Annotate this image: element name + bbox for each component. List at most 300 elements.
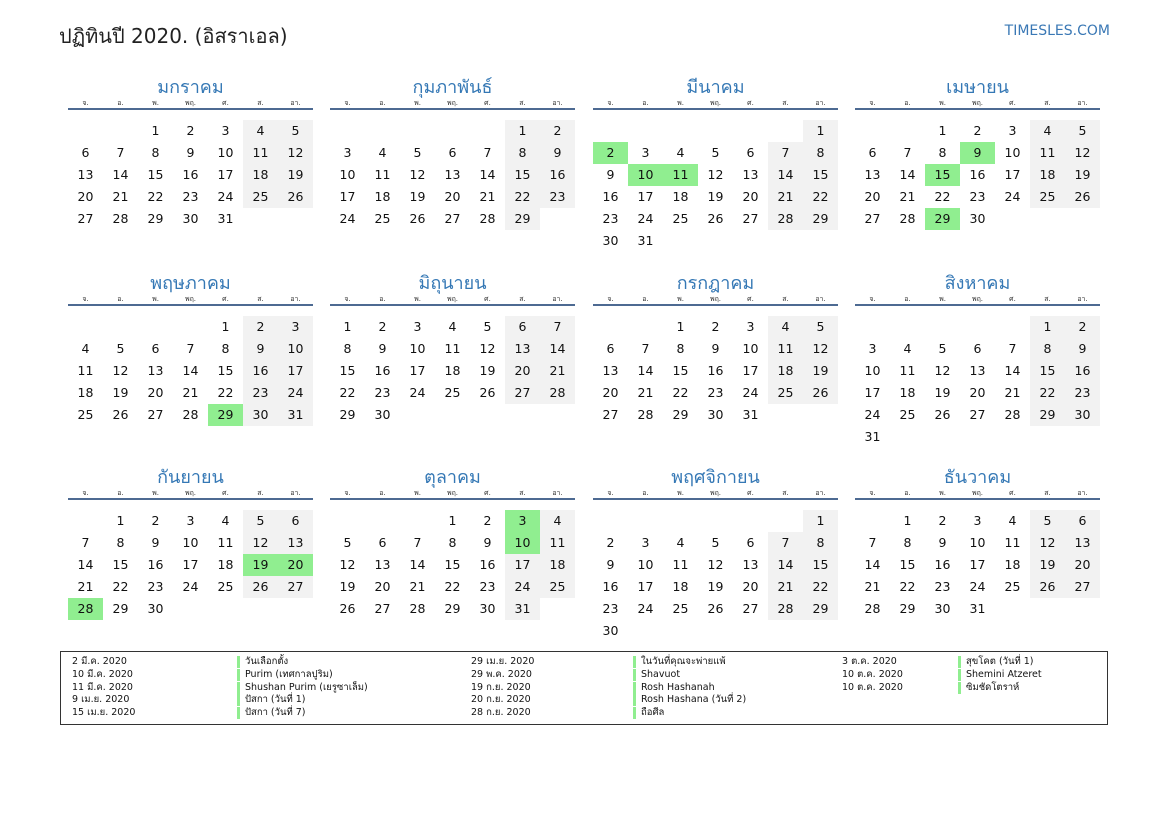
weekend-day-cell[interactable]: 14 [540, 338, 575, 360]
day-cell[interactable]: 22 [444, 579, 461, 594]
day-cell[interactable]: 13 [444, 167, 461, 182]
weekend-day-cell[interactable]: 28 [540, 382, 575, 404]
weekend-day-cell[interactable]: 29 [505, 208, 540, 230]
day-cell[interactable]: 27 [742, 601, 759, 616]
day-cell[interactable]: 12 [707, 557, 724, 572]
day-cell[interactable]: 12 [707, 167, 724, 182]
day-cell[interactable]: 14 [637, 363, 654, 378]
weekend-day-cell[interactable]: 28 [768, 598, 803, 620]
day-cell[interactable]: 3 [868, 341, 877, 356]
day-cell[interactable]: 27 [864, 211, 881, 226]
day-cell[interactable]: 2 [483, 513, 492, 528]
day-cell[interactable]: 19 [479, 363, 496, 378]
weekend-day-cell[interactable]: 18 [243, 164, 278, 186]
weekend-day-cell[interactable]: 20 [1065, 554, 1100, 576]
weekend-day-cell[interactable]: 25 [1030, 186, 1065, 208]
day-cell[interactable]: 7 [81, 535, 90, 550]
day-cell[interactable]: 25 [444, 385, 461, 400]
day-cell[interactable]: 25 [899, 407, 916, 422]
weekend-day-cell[interactable]: 1 [803, 510, 838, 532]
weekend-day-cell[interactable]: 6 [505, 316, 540, 338]
day-cell[interactable]: 28 [899, 211, 916, 226]
weekend-day-cell[interactable]: 11 [768, 338, 803, 360]
day-cell[interactable]: 16 [374, 363, 391, 378]
weekend-day-cell[interactable]: 4 [1030, 120, 1065, 142]
day-cell[interactable]: 2 [938, 513, 947, 528]
weekend-day-cell[interactable]: 29 [803, 208, 838, 230]
weekend-day-cell[interactable]: 23 [540, 186, 575, 208]
day-cell[interactable]: 25 [1004, 579, 1021, 594]
weekend-day-cell[interactable]: 18 [768, 360, 803, 382]
day-cell[interactable]: 26 [112, 407, 129, 422]
weekend-day-cell[interactable]: 18 [1030, 164, 1065, 186]
weekend-day-cell[interactable]: 1 [1030, 316, 1065, 338]
weekend-day-cell[interactable]: 28 [768, 208, 803, 230]
day-cell[interactable]: 24 [182, 579, 199, 594]
day-cell[interactable]: 3 [413, 319, 422, 334]
day-cell[interactable]: 23 [602, 211, 619, 226]
weekend-day-cell[interactable]: 5 [803, 316, 838, 338]
weekend-day-cell[interactable]: 11 [1030, 142, 1065, 164]
day-cell[interactable]: 8 [676, 341, 685, 356]
day-cell[interactable]: 17 [409, 363, 426, 378]
day-cell[interactable]: 11 [217, 535, 234, 550]
day-cell[interactable]: 14 [864, 557, 881, 572]
day-cell[interactable]: 28 [112, 211, 129, 226]
day-cell[interactable]: 18 [672, 579, 689, 594]
day-cell[interactable]: 17 [339, 189, 356, 204]
day-cell[interactable]: 19 [339, 579, 356, 594]
weekend-day-cell[interactable]: 22 [803, 576, 838, 598]
day-cell[interactable]: 25 [672, 601, 689, 616]
weekend-day-cell[interactable]: 12 [278, 142, 313, 164]
day-cell[interactable]: 15 [339, 363, 356, 378]
weekend-day-cell[interactable]: 25 [540, 576, 575, 598]
day-cell[interactable]: 18 [444, 363, 461, 378]
weekend-day-cell[interactable]: 2 [540, 120, 575, 142]
day-cell[interactable]: 1 [448, 513, 457, 528]
weekend-day-cell[interactable]: 9 [540, 142, 575, 164]
weekend-day-cell[interactable]: 19 [278, 164, 313, 186]
day-cell[interactable]: 26 [707, 601, 724, 616]
weekend-day-cell[interactable]: 17 [278, 360, 313, 382]
day-cell[interactable]: 9 [606, 167, 615, 182]
day-cell[interactable]: 11 [77, 363, 94, 378]
weekend-day-cell[interactable]: 25 [243, 186, 278, 208]
day-cell[interactable]: 6 [448, 145, 457, 160]
day-cell[interactable]: 2 [606, 535, 615, 550]
day-cell[interactable]: 6 [606, 341, 615, 356]
day-cell[interactable]: 22 [217, 385, 234, 400]
weekend-day-cell[interactable]: 13 [278, 532, 313, 554]
day-cell[interactable]: 9 [186, 145, 195, 160]
weekend-day-cell[interactable]: 12 [803, 338, 838, 360]
day-cell[interactable]: 15 [899, 557, 916, 572]
day-cell[interactable]: 9 [483, 535, 492, 550]
weekend-day-cell[interactable]: 14 [768, 554, 803, 576]
holiday-day-cell[interactable]: 3 [505, 510, 540, 532]
day-cell[interactable]: 27 [444, 211, 461, 226]
weekend-day-cell[interactable]: 10 [278, 338, 313, 360]
day-cell[interactable]: 23 [147, 579, 164, 594]
day-cell[interactable]: 18 [374, 189, 391, 204]
day-cell[interactable]: 12 [934, 363, 951, 378]
day-cell[interactable]: 13 [147, 363, 164, 378]
day-cell[interactable]: 5 [711, 535, 720, 550]
weekend-day-cell[interactable]: 5 [1030, 510, 1065, 532]
weekend-day-cell[interactable]: 8 [505, 142, 540, 164]
day-cell[interactable]: 27 [147, 407, 164, 422]
weekend-day-cell[interactable]: 9 [243, 338, 278, 360]
day-cell[interactable]: 30 [707, 407, 724, 422]
weekend-day-cell[interactable]: 7 [540, 316, 575, 338]
day-cell[interactable]: 2 [151, 513, 160, 528]
day-cell[interactable]: 3 [973, 513, 982, 528]
day-cell[interactable]: 8 [151, 145, 160, 160]
day-cell[interactable]: 14 [409, 557, 426, 572]
day-cell[interactable]: 8 [221, 341, 230, 356]
day-cell[interactable]: 24 [969, 579, 986, 594]
weekend-day-cell[interactable]: 6 [278, 510, 313, 532]
day-cell[interactable]: 2 [711, 319, 720, 334]
weekend-day-cell[interactable]: 4 [540, 510, 575, 532]
day-cell[interactable]: 7 [868, 535, 877, 550]
day-cell[interactable]: 31 [864, 429, 881, 444]
weekend-day-cell[interactable]: 27 [505, 382, 540, 404]
day-cell[interactable]: 23 [374, 385, 391, 400]
weekend-day-cell[interactable]: 2 [1065, 316, 1100, 338]
day-cell[interactable]: 28 [479, 211, 496, 226]
weekend-day-cell[interactable]: 4 [243, 120, 278, 142]
day-cell[interactable]: 12 [112, 363, 129, 378]
day-cell[interactable]: 13 [77, 167, 94, 182]
weekend-day-cell[interactable]: 23 [1065, 382, 1100, 404]
day-cell[interactable]: 21 [637, 385, 654, 400]
weekend-day-cell[interactable]: 22 [1030, 382, 1065, 404]
day-cell[interactable]: 8 [448, 535, 457, 550]
day-cell[interactable]: 25 [374, 211, 391, 226]
day-cell[interactable]: 11 [672, 557, 689, 572]
weekend-day-cell[interactable]: 29 [1030, 404, 1065, 426]
weekend-day-cell[interactable]: 23 [243, 382, 278, 404]
day-cell[interactable]: 27 [374, 601, 391, 616]
day-cell[interactable]: 17 [217, 167, 234, 182]
day-cell[interactable]: 5 [413, 145, 422, 160]
weekend-day-cell[interactable]: 21 [540, 360, 575, 382]
day-cell[interactable]: 17 [969, 557, 986, 572]
day-cell[interactable]: 21 [899, 189, 916, 204]
day-cell[interactable]: 30 [479, 601, 496, 616]
weekend-day-cell[interactable]: 24 [278, 382, 313, 404]
weekend-day-cell[interactable]: 31 [505, 598, 540, 620]
day-cell[interactable]: 18 [217, 557, 234, 572]
weekend-day-cell[interactable]: 29 [803, 598, 838, 620]
day-cell[interactable]: 3 [641, 535, 650, 550]
day-cell[interactable]: 19 [934, 385, 951, 400]
holiday-day-cell[interactable]: 10 [628, 164, 663, 186]
day-cell[interactable]: 23 [969, 189, 986, 204]
day-cell[interactable]: 22 [672, 385, 689, 400]
day-cell[interactable]: 22 [339, 385, 356, 400]
day-cell[interactable]: 24 [409, 385, 426, 400]
day-cell[interactable]: 1 [151, 123, 160, 138]
day-cell[interactable]: 11 [1004, 535, 1021, 550]
day-cell[interactable]: 22 [147, 189, 164, 204]
day-cell[interactable]: 13 [374, 557, 391, 572]
day-cell[interactable]: 6 [973, 341, 982, 356]
day-cell[interactable]: 1 [116, 513, 125, 528]
day-cell[interactable]: 24 [637, 601, 654, 616]
weekend-day-cell[interactable]: 13 [1065, 532, 1100, 554]
weekend-day-cell[interactable]: 12 [1065, 142, 1100, 164]
day-cell[interactable]: 30 [969, 211, 986, 226]
day-cell[interactable]: 11 [374, 167, 391, 182]
day-cell[interactable]: 15 [112, 557, 129, 572]
day-cell[interactable]: 4 [1008, 513, 1017, 528]
day-cell[interactable]: 22 [934, 189, 951, 204]
day-cell[interactable]: 21 [77, 579, 94, 594]
weekend-day-cell[interactable]: 17 [505, 554, 540, 576]
day-cell[interactable]: 20 [147, 385, 164, 400]
day-cell[interactable]: 24 [217, 189, 234, 204]
day-cell[interactable]: 4 [378, 145, 387, 160]
day-cell[interactable]: 6 [378, 535, 387, 550]
weekend-day-cell[interactable]: 27 [278, 576, 313, 598]
day-cell[interactable]: 7 [1008, 341, 1017, 356]
day-cell[interactable]: 13 [864, 167, 881, 182]
weekend-day-cell[interactable]: 11 [243, 142, 278, 164]
weekend-day-cell[interactable]: 19 [1065, 164, 1100, 186]
day-cell[interactable]: 31 [217, 211, 234, 226]
day-cell[interactable]: 16 [707, 363, 724, 378]
day-cell[interactable]: 16 [602, 189, 619, 204]
weekend-day-cell[interactable]: 15 [1030, 360, 1065, 382]
day-cell[interactable]: 5 [116, 341, 125, 356]
day-cell[interactable]: 21 [409, 579, 426, 594]
weekend-day-cell[interactable]: 26 [803, 382, 838, 404]
day-cell[interactable]: 8 [343, 341, 352, 356]
day-cell[interactable]: 20 [742, 189, 759, 204]
day-cell[interactable]: 3 [186, 513, 195, 528]
weekend-day-cell[interactable]: 14 [768, 164, 803, 186]
weekend-day-cell[interactable]: 21 [768, 186, 803, 208]
day-cell[interactable]: 27 [77, 211, 94, 226]
day-cell[interactable]: 13 [742, 167, 759, 182]
day-cell[interactable]: 10 [637, 557, 654, 572]
day-cell[interactable]: 20 [77, 189, 94, 204]
day-cell[interactable]: 13 [742, 557, 759, 572]
day-cell[interactable]: 4 [676, 145, 685, 160]
holiday-day-cell[interactable]: 20 [278, 554, 313, 576]
weekend-day-cell[interactable]: 20 [505, 360, 540, 382]
day-cell[interactable]: 16 [969, 167, 986, 182]
day-cell[interactable]: 29 [339, 407, 356, 422]
day-cell[interactable]: 30 [602, 233, 619, 248]
day-cell[interactable]: 26 [409, 211, 426, 226]
day-cell[interactable]: 7 [116, 145, 125, 160]
day-cell[interactable]: 9 [151, 535, 160, 550]
day-cell[interactable]: 20 [742, 579, 759, 594]
day-cell[interactable]: 12 [339, 557, 356, 572]
day-cell[interactable]: 30 [147, 601, 164, 616]
weekend-day-cell[interactable]: 26 [1030, 576, 1065, 598]
weekend-day-cell[interactable]: 30 [243, 404, 278, 426]
day-cell[interactable]: 21 [182, 385, 199, 400]
day-cell[interactable]: 23 [707, 385, 724, 400]
day-cell[interactable]: 6 [746, 145, 755, 160]
day-cell[interactable]: 16 [602, 579, 619, 594]
day-cell[interactable]: 18 [77, 385, 94, 400]
day-cell[interactable]: 15 [217, 363, 234, 378]
day-cell[interactable]: 10 [409, 341, 426, 356]
day-cell[interactable]: 30 [934, 601, 951, 616]
day-cell[interactable]: 10 [182, 535, 199, 550]
weekend-day-cell[interactable]: 22 [803, 186, 838, 208]
weekend-day-cell[interactable]: 30 [1065, 404, 1100, 426]
day-cell[interactable]: 7 [483, 145, 492, 160]
day-cell[interactable]: 19 [409, 189, 426, 204]
day-cell[interactable]: 4 [81, 341, 90, 356]
day-cell[interactable]: 14 [182, 363, 199, 378]
day-cell[interactable]: 13 [602, 363, 619, 378]
day-cell[interactable]: 4 [221, 513, 230, 528]
holiday-day-cell[interactable]: 28 [68, 598, 103, 620]
day-cell[interactable]: 3 [343, 145, 352, 160]
day-cell[interactable]: 20 [602, 385, 619, 400]
day-cell[interactable]: 16 [479, 557, 496, 572]
day-cell[interactable]: 29 [147, 211, 164, 226]
weekend-day-cell[interactable]: 4 [768, 316, 803, 338]
weekend-day-cell[interactable]: 15 [803, 164, 838, 186]
day-cell[interactable]: 15 [672, 363, 689, 378]
day-cell[interactable]: 6 [868, 145, 877, 160]
day-cell[interactable]: 2 [186, 123, 195, 138]
holiday-day-cell[interactable]: 11 [663, 164, 698, 186]
day-cell[interactable]: 23 [479, 579, 496, 594]
day-cell[interactable]: 31 [969, 601, 986, 616]
day-cell[interactable]: 27 [969, 407, 986, 422]
day-cell[interactable]: 26 [479, 385, 496, 400]
day-cell[interactable]: 14 [479, 167, 496, 182]
day-cell[interactable]: 12 [479, 341, 496, 356]
day-cell[interactable]: 15 [147, 167, 164, 182]
weekend-day-cell[interactable]: 12 [243, 532, 278, 554]
day-cell[interactable]: 10 [1004, 145, 1021, 160]
day-cell[interactable]: 24 [637, 211, 654, 226]
weekend-day-cell[interactable]: 27 [1065, 576, 1100, 598]
weekend-day-cell[interactable]: 1 [505, 120, 540, 142]
day-cell[interactable]: 17 [637, 189, 654, 204]
day-cell[interactable]: 12 [409, 167, 426, 182]
day-cell[interactable]: 3 [221, 123, 230, 138]
weekend-day-cell[interactable]: 16 [1065, 360, 1100, 382]
weekend-day-cell[interactable]: 31 [278, 404, 313, 426]
day-cell[interactable]: 3 [641, 145, 650, 160]
day-cell[interactable]: 23 [934, 579, 951, 594]
weekend-day-cell[interactable]: 6 [1065, 510, 1100, 532]
day-cell[interactable]: 3 [1008, 123, 1017, 138]
day-cell[interactable]: 27 [602, 407, 619, 422]
day-cell[interactable]: 4 [903, 341, 912, 356]
day-cell[interactable]: 6 [746, 535, 755, 550]
day-cell[interactable]: 4 [448, 319, 457, 334]
weekend-day-cell[interactable]: 19 [803, 360, 838, 382]
day-cell[interactable]: 10 [969, 535, 986, 550]
holiday-day-cell[interactable]: 29 [208, 404, 243, 426]
day-cell[interactable]: 1 [903, 513, 912, 528]
weekend-day-cell[interactable]: 26 [1065, 186, 1100, 208]
day-cell[interactable]: 6 [151, 341, 160, 356]
day-cell[interactable]: 17 [182, 557, 199, 572]
day-cell[interactable]: 21 [1004, 385, 1021, 400]
day-cell[interactable]: 10 [339, 167, 356, 182]
day-cell[interactable]: 25 [77, 407, 94, 422]
day-cell[interactable]: 24 [742, 385, 759, 400]
day-cell[interactable]: 20 [864, 189, 881, 204]
day-cell[interactable]: 28 [1004, 407, 1021, 422]
day-cell[interactable]: 5 [343, 535, 352, 550]
day-cell[interactable]: 29 [899, 601, 916, 616]
day-cell[interactable]: 29 [112, 601, 129, 616]
weekend-day-cell[interactable]: 8 [1030, 338, 1065, 360]
weekend-day-cell[interactable]: 7 [768, 532, 803, 554]
day-cell[interactable]: 8 [938, 145, 947, 160]
day-cell[interactable]: 14 [899, 167, 916, 182]
holiday-day-cell[interactable]: 29 [925, 208, 960, 230]
day-cell[interactable]: 9 [938, 535, 947, 550]
weekend-day-cell[interactable]: 5 [278, 120, 313, 142]
day-cell[interactable]: 14 [112, 167, 129, 182]
day-cell[interactable]: 20 [969, 385, 986, 400]
day-cell[interactable]: 30 [182, 211, 199, 226]
day-cell[interactable]: 14 [77, 557, 94, 572]
day-cell[interactable]: 21 [479, 189, 496, 204]
day-cell[interactable]: 7 [903, 145, 912, 160]
weekend-day-cell[interactable]: 26 [278, 186, 313, 208]
day-cell[interactable]: 21 [112, 189, 129, 204]
weekend-day-cell[interactable]: 16 [540, 164, 575, 186]
day-cell[interactable]: 26 [707, 211, 724, 226]
day-cell[interactable]: 8 [116, 535, 125, 550]
holiday-day-cell[interactable]: 9 [960, 142, 995, 164]
weekend-day-cell[interactable]: 12 [1030, 532, 1065, 554]
day-cell[interactable]: 30 [374, 407, 391, 422]
day-cell[interactable]: 9 [711, 341, 720, 356]
weekend-day-cell[interactable]: 3 [278, 316, 313, 338]
day-cell[interactable]: 20 [374, 579, 391, 594]
day-cell[interactable]: 17 [742, 363, 759, 378]
day-cell[interactable]: 28 [637, 407, 654, 422]
day-cell[interactable]: 5 [938, 341, 947, 356]
day-cell[interactable]: 28 [182, 407, 199, 422]
day-cell[interactable]: 24 [339, 211, 356, 226]
day-cell[interactable]: 6 [81, 145, 90, 160]
weekend-day-cell[interactable]: 25 [768, 382, 803, 404]
day-cell[interactable]: 8 [903, 535, 912, 550]
day-cell[interactable]: 16 [147, 557, 164, 572]
day-cell[interactable]: 25 [217, 579, 234, 594]
day-cell[interactable]: 2 [378, 319, 387, 334]
weekend-day-cell[interactable]: 16 [243, 360, 278, 382]
weekend-day-cell[interactable]: 2 [243, 316, 278, 338]
day-cell[interactable]: 31 [637, 233, 654, 248]
day-cell[interactable]: 27 [742, 211, 759, 226]
day-cell[interactable]: 28 [409, 601, 426, 616]
weekend-day-cell[interactable]: 8 [803, 532, 838, 554]
day-cell[interactable]: 24 [864, 407, 881, 422]
weekend-day-cell[interactable]: 15 [803, 554, 838, 576]
day-cell[interactable]: 26 [339, 601, 356, 616]
